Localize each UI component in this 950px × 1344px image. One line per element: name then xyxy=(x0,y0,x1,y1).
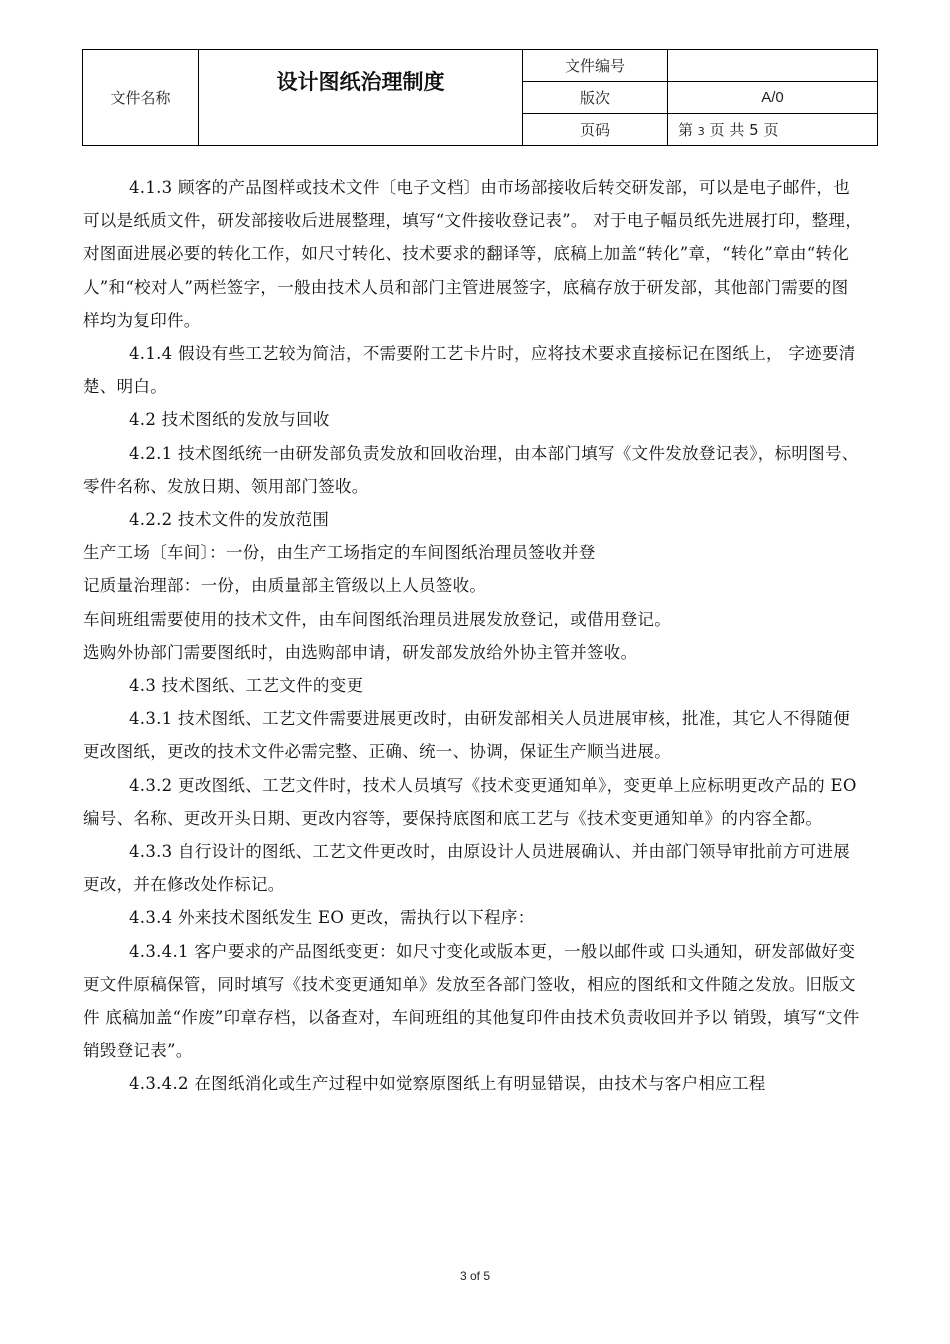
paragraph-4-3-2: 4.3.2 更改图纸、工艺文件时，技术人员填写《技术变更通知单》，变更单上应标明更改产品的 EO 编号、名称、更改开头日期、更改内容等，要保持底图和底工艺与《技术变更通知单》的内容全都。 xyxy=(83,775,857,828)
paragraph-4-1-4: 4.1.4 假设有些工艺较为简洁，不需要附工艺卡片时，应将技术要求直接标记在图纸上， 字迹要清楚、明白。 xyxy=(83,344,856,397)
page-suffix: 页 xyxy=(763,121,779,139)
paragraph-4-3-3: 4.3.3 自行设计的图纸、工艺文件更改时，由原设计人员进展确认、并由部门领导审批前方可进展更改，并在修改处作标记。 xyxy=(83,842,851,895)
page-footer: 3 of 5 xyxy=(459,1269,491,1283)
paragraph-4-2-1: 4.2.1 技术图纸统一由研发部负责发放和回收治理，由本部门填写《文件发放登记表》，标明图号、零件名称、发放日期、领用部门签收。 xyxy=(83,443,859,496)
paragraph-4-3-4-2: 4.3.4.2 在图纸消化或生产过程中如觉察原图纸上有明显错误，由技术与客户相应工程 xyxy=(129,1074,766,1094)
file-name-label: 文件名称 xyxy=(83,50,199,146)
distribution-line-1: 生产工场〔车间〕：一份，由生产工场指定的车间图纸治理员签收并登 xyxy=(83,543,596,563)
paragraph-4-3-1: 4.3.1 技术图纸、工艺文件需要进展更改时，由研发部相关人员进展审核，批准，其它人不得随便更改图纸，更改的技术文件必需完整、正确、统一、协调，保证生产顺当进展。 xyxy=(83,709,851,762)
distribution-line-4: 选购外协部门需要图纸时，由选购部申请，研发部发放给外协主管并签收。 xyxy=(83,642,638,662)
heading-4-2: 4.2 技术图纸的发放与回收 xyxy=(129,410,330,430)
heading-4-3: 4.3 技术图纸、工艺文件的变更 xyxy=(129,676,364,696)
page-label: 页码 xyxy=(523,114,668,146)
page-total: 5 xyxy=(749,121,759,139)
file-number-value xyxy=(668,50,878,82)
document-title: 设计图纸治理制度 xyxy=(199,50,523,146)
page-prefix: 第 xyxy=(678,121,694,139)
paragraph-4-3-4: 4.3.4 外来技术图纸发生 EO 更改，需执行以下程序： xyxy=(129,908,535,928)
page-mid: 页 共 xyxy=(709,121,745,139)
version-label: 版次 xyxy=(523,82,668,114)
distribution-line-3: 车间班组需要使用的技术文件，由车间图纸治理员进展发放登记，或借用登记。 xyxy=(83,609,671,629)
document-body xyxy=(83,171,863,1101)
page-current: 3 xyxy=(697,125,705,138)
document-header-table xyxy=(82,49,878,146)
version-value: A/0 xyxy=(668,82,878,114)
page-info xyxy=(668,114,878,146)
distribution-line-2: 记质量治理部：一份，由质量部主管级以上人员签收。 xyxy=(83,576,487,596)
heading-4-2-2: 4.2.2 技术文件的发放范围 xyxy=(129,510,330,530)
paragraph-4-1-3: 4.1.3 顾客的产品图样或技术文件〔电子文档〕由市场部接收后转交研发部，可以是电子邮件，也可以是纸质文件，研发部接收后进展整理，填写“文件接收登记表”。 对于电子幅员纸先进展打印，整理，对图面进展必要的转化工作，如尺寸转化、技术要求的翻译等，底稿上加盖“转化”章，“转化”章由“转化人”和“校对人”两栏签字，一般由技术人员和部门主管进展签字，底稿存放于研发部，其他部门需要的图样均为复印件。 xyxy=(83,178,863,330)
file-number-label: 文件编号 xyxy=(523,50,668,82)
paragraph-4-3-4-1: 4.3.4.1 客户要求的产品图纸变更：如尺寸变化或版本更，一般以邮件或 口头通知，研发部做好变更文件原稿保管，同时填写《技术变更通知单》发放至各部门签收，相应的图纸和文件随之发放。旧版文件 底稿加盖“作废”印章存档，以备查对，车间班组的其他复印件由技术负责收回并予以 销毁，填写“文件销毁登记表”。 xyxy=(83,941,860,1061)
